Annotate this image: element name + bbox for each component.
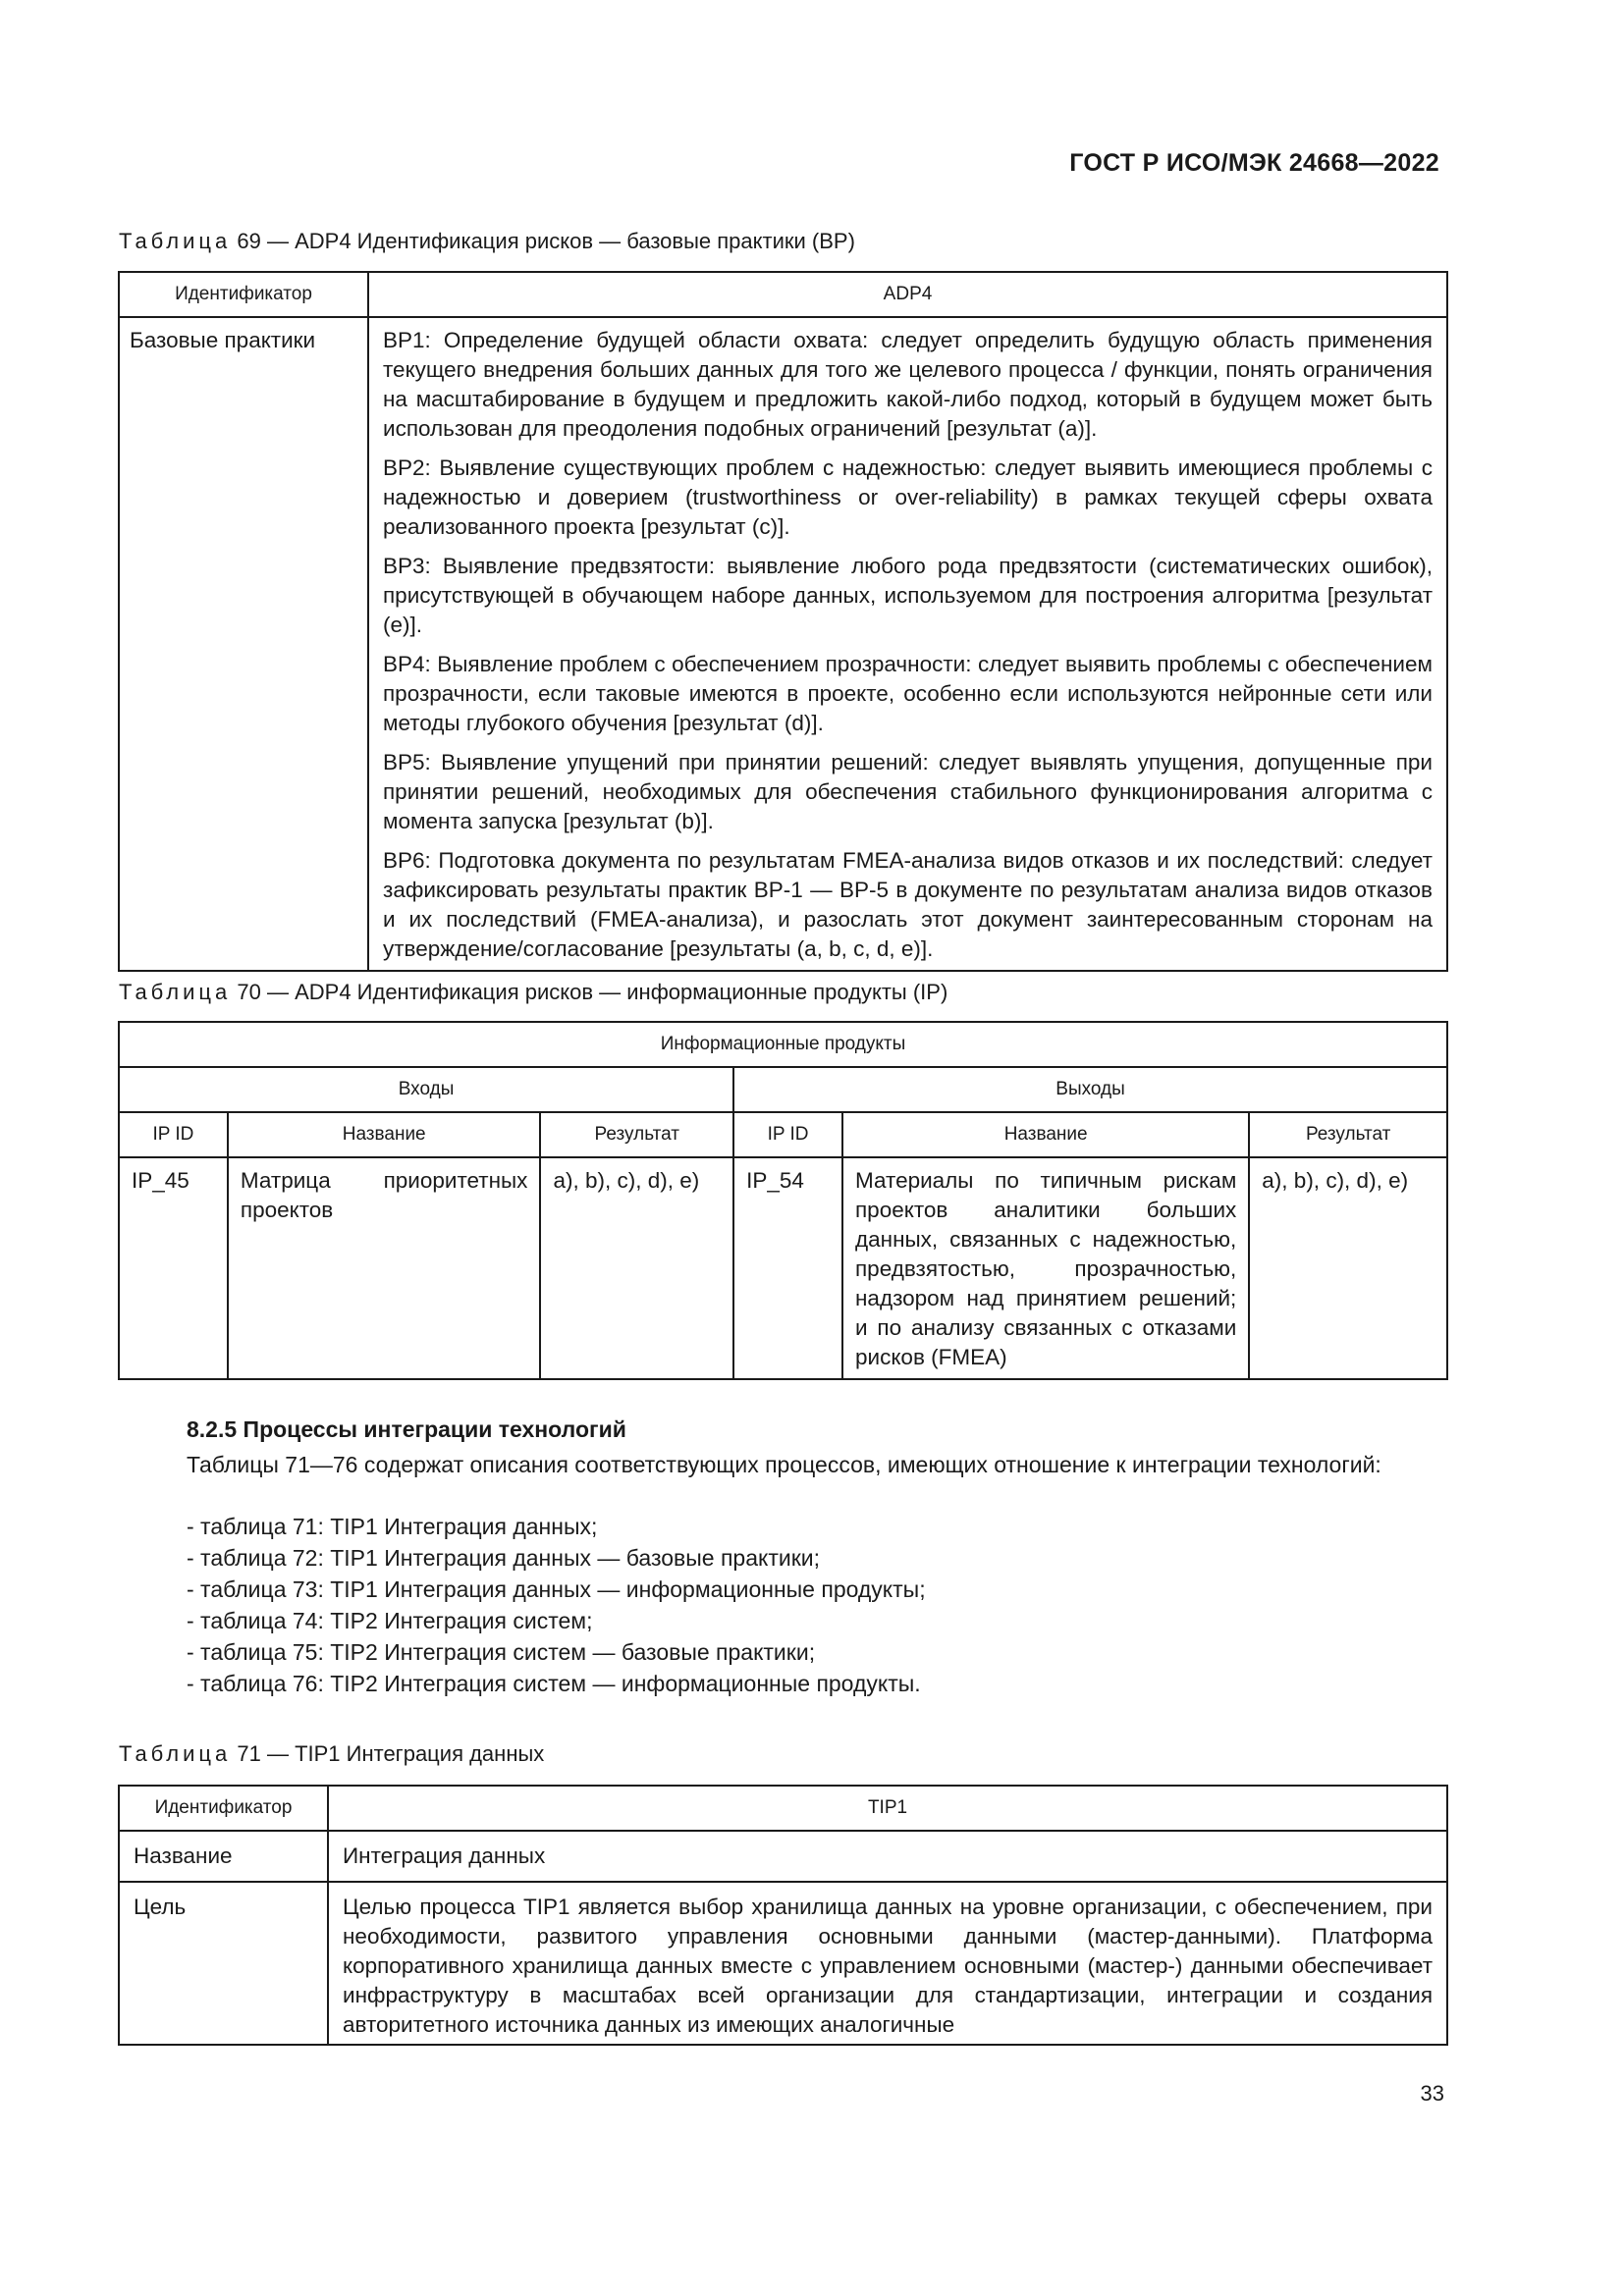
practice-bp1: BP1: Определение будущей области охвата: следует определить будущую область применения текущего внедрения больших данных для того же целевого процесса / функции, понять ограничения на масштабирование в будущем и предложить какой-либо подход, который в будущем может быть использован для преодоления подобных ограничений [результат (a)]. (383, 328, 1433, 441)
outputs-name-header: Название (842, 1112, 1249, 1157)
outputs-result-header: Результат (1249, 1112, 1447, 1157)
table-70 (118, 1021, 1448, 1380)
section-title: 8.2.5 Процессы интеграции технологий (187, 1416, 626, 1442)
table-69-row-label (119, 317, 368, 971)
goal-label: Цель (134, 1895, 187, 1919)
goal-value: Целью процесса TIP1 является выбор хранилища данных на уровне организации, с обеспечением, при необходимости, развитого управления основными данными (мастер-данными). Платформа корпоративного хранилища данных вместе с управлением основными (мастер-) данными обеспечивает инфраструктуру в масштабах всей организации для стандартизации, интеграции и создания авторитетного источника данных из имеющих аналогичные (343, 1895, 1433, 2037)
inputs-result-header: Результат (540, 1112, 733, 1157)
inputs-header: Входы (119, 1067, 733, 1112)
list-item: - таблица 73: TIP1 Интеграция данных — информационные продукты; (187, 1576, 926, 1602)
list-item: - таблица 74: TIP2 Интеграция систем; (187, 1608, 593, 1633)
name-label: Название (134, 1843, 233, 1868)
outputs-header: Выходы (733, 1067, 1447, 1112)
caption-text: 71 — TIP1 Интеграция данных (237, 1741, 545, 1766)
input-result-cell: a), b), c), d), e) (540, 1157, 733, 1379)
caption-lead: Таблица (119, 1741, 232, 1766)
information-products-header: Информационные продукты (119, 1022, 1447, 1067)
table-71-col1-header: Идентификатор (119, 1786, 328, 1831)
output-result-cell: a), b), c), d), e) (1249, 1157, 1447, 1379)
output-name-cell: Материалы по типичным рискам проектов аналитики больших данных, связанных с надежностью, предвзятостью, прозрачностью, надзором над принятием решений; и по анализу связанных с отказами рисков (FMEA) (842, 1157, 1249, 1379)
caption-text: 70 — ADP4 Идентификация рисков — информационные продукты (IP) (237, 980, 948, 1004)
table-71-caption (119, 1741, 544, 1767)
section-intro: Таблицы 71—76 содержат описания соответствующих процессов, имеющих отношение к интеграции технологий: (187, 1452, 1381, 1477)
table-69-practices-cell (368, 317, 1447, 971)
practice-bp4: BP4: Выявление проблем с обеспечением прозрачности: следует выявить проблемы с обеспечением прозрачности, если таковые имеются в проекте, особенно если используются нейронные сети или методы глубокого обучения [результат (d)]. (383, 652, 1433, 735)
table-list (187, 1511, 926, 1699)
table-69 (118, 271, 1448, 972)
table-69-caption (119, 229, 855, 254)
practice-bp3: BP3: Выявление предвзятости: выявление любого рода предвзятости (систематических ошибок), присутствующей в обучающем наборе данных, используемом для построения алгоритма [результат (e)]. (383, 554, 1433, 637)
list-item: - таблица 76: TIP2 Интеграция систем — информационные продукты. (187, 1671, 921, 1696)
list-item: - таблица 75: TIP2 Интеграция систем — базовые практики; (187, 1639, 816, 1665)
table-69-col2-header: ADP4 (368, 272, 1447, 317)
list-item: - таблица 71: TIP1 Интеграция данных; (187, 1514, 598, 1539)
practice-bp2: BP2: Выявление существующих проблем с надежностью: следует выявить имеющиеся проблемы с надежностью и доверием (trustworthiness or over-reliability) в рамках текущей сферы охвата реализованного проекта [результат (c)]. (383, 455, 1433, 539)
table-70-caption (119, 980, 947, 1005)
inputs-name-header: Название (228, 1112, 541, 1157)
row-label-text: Базовые практики (130, 328, 316, 352)
page-number: 33 (1420, 2081, 1444, 2106)
practice-bp5: BP5: Выявление упущений при принятии решений: следует выявлять упущения, допущенные при принятии решений, необходимых для обеспечения стабильного функционирования алгоритма с момента запуска [результат (b)]. (383, 750, 1433, 833)
caption-lead: Таблица (119, 229, 232, 253)
outputs-ipid-header: IP ID (733, 1112, 842, 1157)
input-ipid-cell: IP_45 (119, 1157, 228, 1379)
output-ipid-cell: IP_54 (733, 1157, 842, 1379)
inputs-ipid-header: IP ID (119, 1112, 228, 1157)
list-item: - таблица 72: TIP1 Интеграция данных — базовые практики; (187, 1545, 820, 1571)
table-71-col2-header: TIP1 (328, 1786, 1447, 1831)
table-69-col1-header: Идентификатор (119, 272, 368, 317)
caption-lead: Таблица (119, 980, 232, 1004)
practice-bp6: BP6: Подготовка документа по результатам FMEA-анализа видов отказов и их последствий: следует зафиксировать результаты практик BP-1 — BP-5 в документе по результатам анализа видов отказов и их последствий (FMEA-анализа), и разослать этот документ заинтересованным сторонам на утверждение/согласование [результаты (a, b, c, d, e)]. (383, 848, 1433, 961)
input-name-cell: Матрица приоритетных проектов (228, 1157, 541, 1379)
name-value: Интеграция данных (343, 1843, 546, 1868)
table-71 (118, 1785, 1448, 2046)
standard-number: ГОСТ Р ИСО/МЭК 24668—2022 (1069, 149, 1439, 177)
caption-text: 69 — ADP4 Идентификация рисков — базовые практики (BP) (237, 229, 855, 253)
